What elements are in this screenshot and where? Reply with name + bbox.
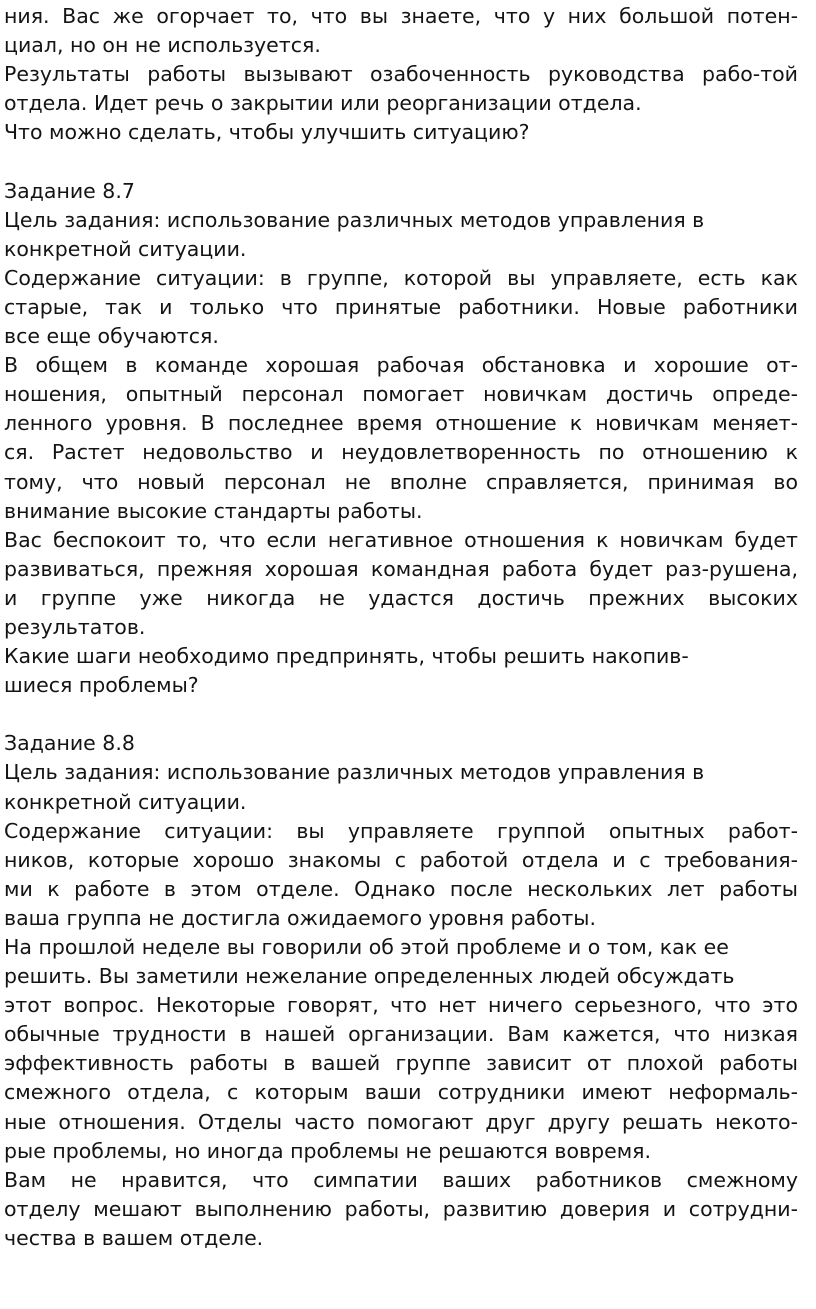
task-heading: Задание 8.8 xyxy=(4,731,135,756)
content-line: ные отношения. Отделы часто помогают друг другу решать некото- xyxy=(4,1109,798,1134)
text-line: ния. Вас же огорчает то, что вы знаете, что у них большой потен- xyxy=(4,4,798,28)
text-line: Что можно сделать, чтобы улучшить ситуацию? xyxy=(4,120,530,145)
content-line: ношения, опытный персонал помогает новичкам достичь опреде- xyxy=(4,382,798,407)
text-line: циал, но он не используется. xyxy=(4,33,321,58)
content-line: развиваться, прежняя хорошая командная работа будет раз-рушена, xyxy=(4,556,798,581)
content-line: Содержание ситуации: в группе, которой вы управляете, есть как xyxy=(4,265,798,290)
content-line: Вам не нравится, что симпатии ваших работников смежному xyxy=(4,1167,798,1192)
content-line: решить. Вы заметили нежелание определенных людей обсуждать xyxy=(4,964,735,989)
text-line: Результаты работы вызывают озабоченность руководства рабо-той xyxy=(4,62,798,87)
content-line: чества в вашем отделе. xyxy=(4,1225,264,1250)
content-line: ми к работе в этом отделе. Однако после нескольких лет работы xyxy=(4,876,798,901)
content-line: этот вопрос. Некоторые говорят, что нет ничего серьезного, что это xyxy=(4,993,798,1018)
content-line: тому, что новый персонал не вполне справляется, принимая во xyxy=(4,469,798,494)
content-line: смежного отдела, с которым ваши сотрудники имеют неформаль- xyxy=(4,1080,798,1105)
content-line: В общем в команде хорошая рабочая обстановка и хорошие от- xyxy=(4,353,798,378)
content-line: рые проблемы, но иногда проблемы не решаются вовремя. xyxy=(4,1138,652,1163)
spacer xyxy=(4,147,798,176)
task-heading: Задание 8.7 xyxy=(4,178,135,203)
content-line: ников, которые хорошо знакомы с работой отдела и с требования- xyxy=(4,847,798,872)
content-line: все еще обучаются. xyxy=(4,324,219,349)
goal-line: Цель задания: использование различных методов управления в xyxy=(4,760,705,785)
content-line: и группе уже никогда не удастся достичь прежних высоких xyxy=(4,585,798,610)
goal-line: конкретной ситуации. xyxy=(4,236,247,261)
content-line: ваша группа не достигла ожидаемого уровня работы. xyxy=(4,905,596,930)
goal-line: конкретной ситуации. xyxy=(4,789,247,814)
content-line: ся. Растет недовольство и неудовлетворенность по отношению к xyxy=(4,440,798,465)
content-line: Какие шаги необходимо предпринять, чтобы решить накопив- xyxy=(4,644,689,669)
content-line: Вас беспокоит то, что если негативное отношения к новичкам будет xyxy=(4,527,798,552)
content-line: ленного уровня. В последнее время отношение к новичкам меняет- xyxy=(4,411,798,436)
text-line: отдела. Идет речь о закрытии или реорганизации отдела. xyxy=(4,91,642,116)
task-8-8-section xyxy=(4,729,798,1253)
content-line: результатов. xyxy=(4,614,146,639)
content-line: старые, так и только что принятые работники. Новые работники xyxy=(4,294,798,319)
content-line: Содержание ситуации: вы управляете группой опытных работ- xyxy=(4,818,798,843)
spacer xyxy=(4,700,798,729)
goal-line: Цель задания: использование различных методов управления в xyxy=(4,207,705,232)
content-line: На прошлой неделе вы говорили об этой проблеме и о том, как ее xyxy=(4,935,729,959)
intro-block xyxy=(4,2,798,147)
content-line: отделу мешают выполнению работы, развитию доверия и сотрудни- xyxy=(4,1196,798,1221)
content-line: шиеся проблемы? xyxy=(4,673,199,698)
task-8-7-section xyxy=(4,177,798,701)
content-line: внимание высокие стандарты работы. xyxy=(4,498,423,523)
content-line: обычные трудности в нашей организации. Вам кажется, что низкая xyxy=(4,1022,798,1047)
content-line: эффективность работы в вашей группе зависит от плохой работы xyxy=(4,1051,798,1076)
